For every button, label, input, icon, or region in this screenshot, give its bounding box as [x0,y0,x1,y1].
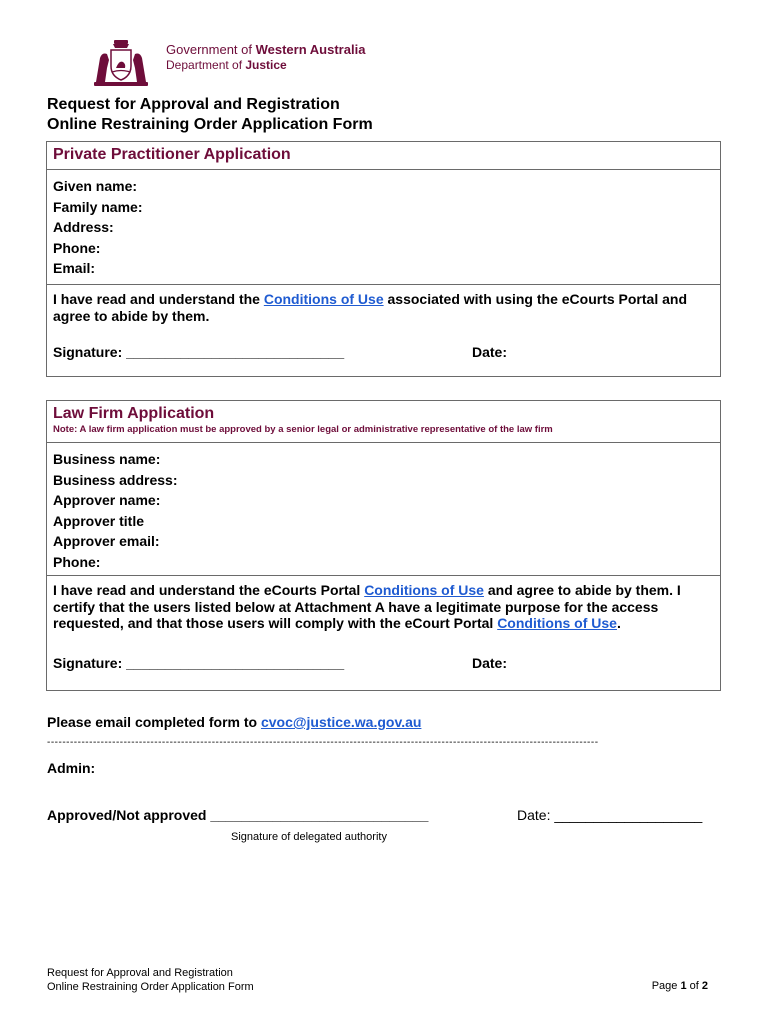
law-firm-declaration-section [47,575,720,675]
email-link[interactable]: cvoc@justice.wa.gov.au [260,714,422,730]
field-approver-email: Approver email: [53,533,160,549]
field-phone: Phone: [53,239,101,256]
title-line-2: Online Restraining Order Application Form [47,116,373,133]
field-family-name: Family name: [53,198,143,215]
date-label: Date: [472,654,508,671]
footer-line-2: Online Restraining Order Application Form [47,981,254,993]
decl-text: I have read and understand the eCourts Portal [53,582,365,598]
field-business-address: Business address: [53,471,178,488]
page-number [652,980,708,992]
decl-text: associated with using the eCourts Portal and agree to abide by them. [53,291,687,324]
decl-text: and agree to abide by them. I certify that the users listed below at Attachment A have a legitimate purpose for the access requested, and that those users will comply with the eCourt Portal [53,582,681,631]
conditions-of-use-link[interactable]: Conditions of Use [263,291,384,307]
field-business-name: Business name: [53,451,161,467]
wa-coat-of-arms-icon [92,38,150,88]
signature-line: Signature: ____________________________ [53,654,345,671]
page-current: 1 [680,980,687,992]
email-prefix: Please email completed form to [47,714,261,730]
document-title [47,95,373,135]
law-firm-note: Note: A law firm application must be approved by a senior legal or administrative representative of the law firm [53,424,553,435]
law-firm-fields [47,442,720,575]
field-approver-name: Approver name: [53,492,161,508]
decl-text: . [616,615,621,631]
admin-label: Admin: [47,760,96,776]
admin-date-line: Date: ___________________ [517,807,703,823]
page-total: 2 [701,980,708,992]
private-fields [47,169,720,284]
field-address: Address: [53,219,114,235]
gov-state: Western Australia [255,42,366,57]
private-heading: Private Practitioner Application [53,146,291,163]
field-phone: Phone: [53,553,101,570]
dept-name: Justice [245,58,287,72]
field-given-name: Given name: [53,178,138,194]
private-signature-row [47,344,720,364]
law-firm-signature-row [47,655,720,675]
approved-line: Approved/Not approved ____________________________ [47,807,429,823]
footer-title [47,966,254,994]
government-name [166,42,365,73]
email-instruction [47,714,421,730]
date-label: Date: [472,344,508,360]
field-email: Email: [53,260,96,276]
private-declaration [47,285,720,324]
law-firm-heading: Law Firm Application [53,405,215,422]
private-practitioner-section [46,141,721,377]
dashed-divider: ------------------------------------------------------------------------------------------------------------------------------------------------ [47,737,599,748]
dept-prefix: Department of [166,58,246,72]
decl-text: I have read and understand the [53,291,264,307]
conditions-of-use-link-2[interactable]: Conditions of Use [497,615,617,631]
signature-line: Signature: ____________________________ [53,344,345,360]
footer-line-1: Request for Approval and Registration [47,967,233,979]
gov-prefix: Government of [166,42,256,57]
private-declaration-section [47,284,720,364]
page-of: of [686,980,702,992]
conditions-of-use-link[interactable]: Conditions of Use [364,582,484,598]
field-approver-title: Approver title [53,512,145,529]
law-firm-section [46,400,721,691]
signature-caption: Signature of delegated authority [231,831,387,843]
title-line-1: Request for Approval and Registration [47,96,340,113]
law-firm-declaration [47,576,720,632]
page-prefix: Page [651,980,681,992]
